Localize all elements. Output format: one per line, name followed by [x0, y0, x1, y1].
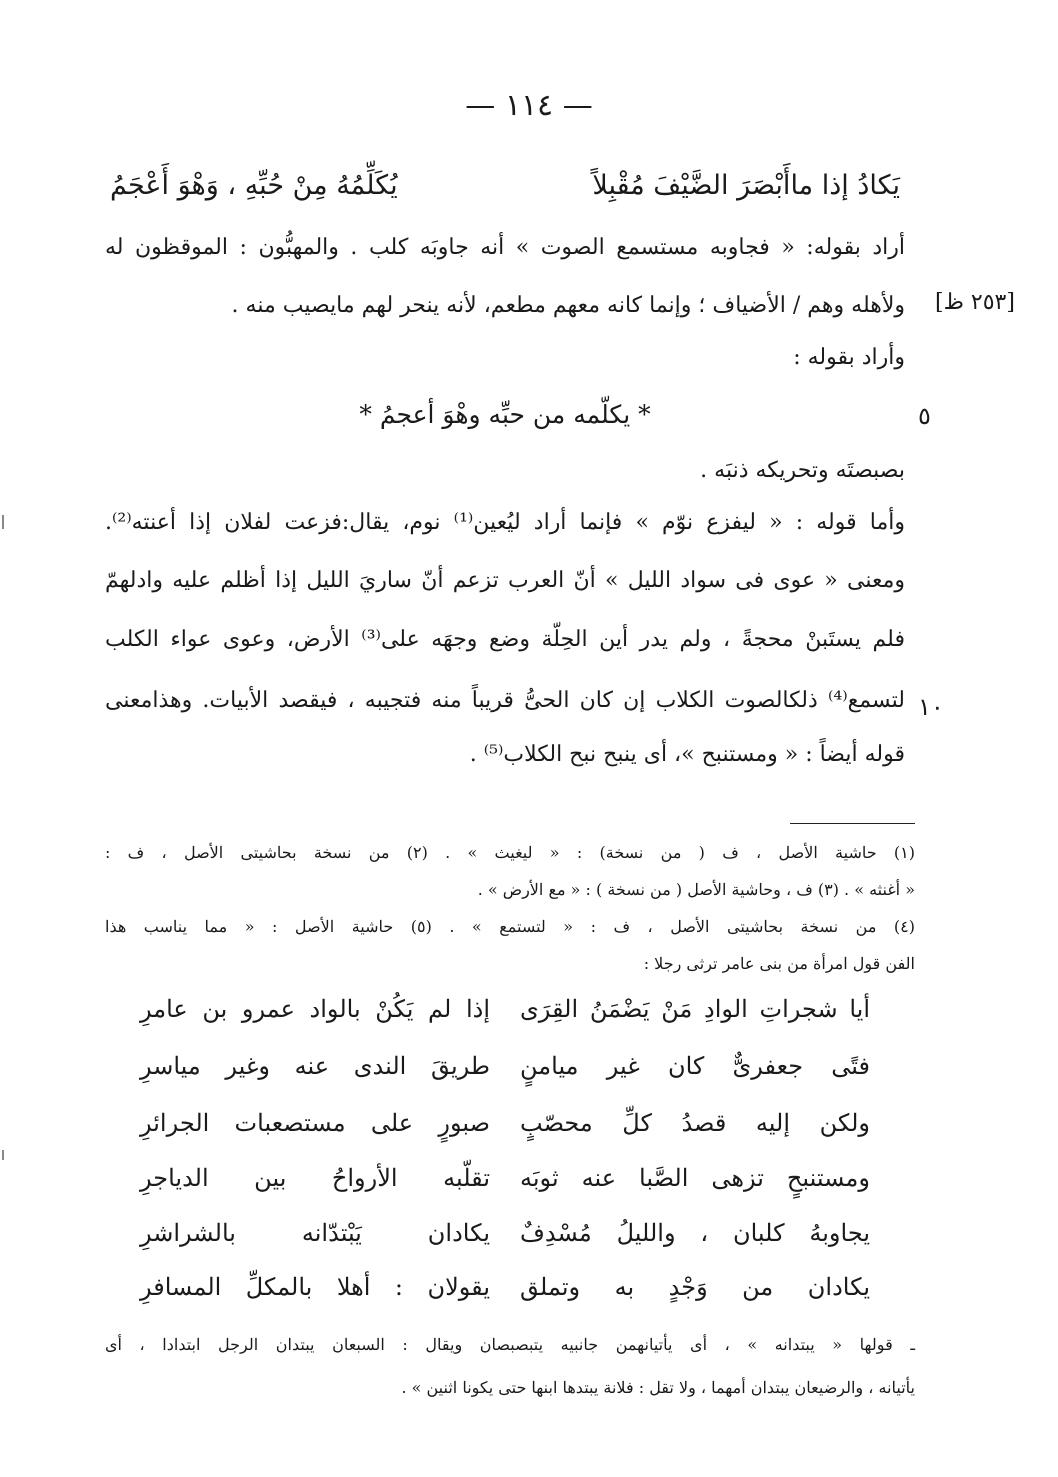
poem-verse — [140, 1273, 870, 1317]
footnote-continuation-line: يأتيانه ، والرضيعان يبتدان أمهما ، ولا تقل : فلانة يبتدها ابنها حتى يكونا اثنين » . — [401, 1378, 915, 1397]
verse-hemistich-first: يَكادُ إذا ماأَبْصَرَ الضَّيْفَ مُقْبِلاً — [592, 170, 900, 201]
poem-verse — [140, 1164, 870, 1208]
poem-hemistich-second: صبورٍ على مستصعبات الجرائرِ — [140, 1109, 490, 1137]
poem-hemistich-first: ولكن إليه قصدُ كلِّ محصّبٍ — [520, 1109, 870, 1137]
body-line: أراد بقوله: « فجاوبه مستسمع الصوت » أنه جاوبَه كلب . والمهبُّون : الموقظون له — [105, 235, 905, 260]
verse-hemistich-second: يُكَلِّمُهُ مِنْ حُبِّهِ ، وَهْوَ أَعْجَمُ — [110, 170, 398, 201]
body-line: لتسمع⁽⁴⁾ ذلكالصوت الكلاب إن كان الحىُّ قريباً منه فتجيبه ، فيقصد الأبيات. وهذامعنى — [105, 688, 905, 713]
poem-hemistich-second: يكادان يَبْتدّانه بالشراشرِ — [140, 1219, 490, 1247]
footnote-continuation-line: ـ قولها « يبتدانه » ، أى يأتيانهمن جانبيه يتبصبصان ويقال : السبعان يبتدان الرجل ابتدادا ، أى — [105, 1335, 915, 1354]
quoted-hemistich: * يكلّمه من حبِّه وهْوَ أعجمُ * — [359, 400, 651, 429]
page-number: — ١١٤ — — [465, 88, 593, 123]
poem-hemistich-first: يكادان من وَجْدٍ به وتملق — [520, 1273, 870, 1301]
poem-verse — [140, 995, 870, 1039]
footnote-line: (١) حاشية الأصل ، ف ( من نسخة) : « ليغيث » . (٢) من نسخة بحاشيتى الأصل ، ف : — [105, 843, 915, 862]
poem-hemistich-first: يجاوبهُ كلبان ، والليلُ مُسْدِفٌ — [520, 1219, 870, 1247]
footnote-line: (٤) من نسخة بحاشيتى الأصل ، ف : « لتستمع » . (٥) حاشية الأصل : « مما يناسب هذا — [105, 917, 915, 936]
footnote-line: الفن قول امرأة من بنى عامر ترثى رجلا : — [643, 954, 915, 973]
poem-verse — [140, 1052, 870, 1096]
poem-hemistich-first: فتًى جعفرىٌّ كان غير ميامنٍ — [520, 1052, 870, 1080]
poem-verse — [140, 1109, 870, 1153]
scan-edge-mark — [2, 515, 4, 529]
body-line: وأراد بقوله : — [793, 345, 905, 370]
poem-hemistich-second: طريقَ الندى عنه وغير مياسرِ — [140, 1052, 490, 1080]
body-line: وأما قوله : « ليفزع نوّم » فإنما أراد ليُعين⁽¹⁾ نوم، يقال:فزعت لفلان إذا أعنته⁽²⁾. — [105, 510, 905, 535]
footnote-line: « أغنثه » . (٣) ف ، وحاشية الأصل ( من نسخة ) : « مع الأرض » . — [477, 880, 915, 899]
line-number-5: ٥ — [918, 402, 931, 430]
body-line: ولأهله وهم / الأضياف ؛ وإنما كانه معهم مطعم، لأنه ينحر لهم مايصيب منه . — [231, 293, 905, 318]
footnote-separator — [790, 823, 915, 824]
poem-hemistich-second: تقلّبه الأرواحُ بين الدياجرِ — [140, 1164, 490, 1192]
body-line: فلم يستَبنْ محجةً ، ولم يدر أين الحِلّة وضع وجهَه على⁽³⁾ الأرض، وعوى عواء الكلب — [105, 627, 905, 652]
verse-line — [110, 170, 900, 220]
poem-verse — [140, 1219, 870, 1263]
body-line: قوله أيضاً : « ومستنبح »، أى ينبح نبح الكلاب⁽⁵⁾ . — [469, 742, 905, 767]
manuscript-folio-ref: [٢٥٣ ظ] — [935, 290, 1015, 315]
line-number-10: ١٠ — [918, 693, 944, 721]
poem-hemistich-second: إذا لم يَكُنْ بالواد عمرو بن عامرِ — [140, 995, 490, 1023]
body-line: ومعنى « عوى فى سواد الليل » أنّ العرب تزعم أنّ ساريَ الليل إذا أظلم عليه وادلهمّ — [105, 568, 905, 593]
poem-hemistich-second: يقولان : أهلا بالمكلِّ المسافرِ — [140, 1273, 490, 1301]
poem-hemistich-first: أيا شجراتِ الوادِ مَنْ يَضْمَنُ القِرَى — [520, 995, 870, 1023]
poem-hemistich-first: ومستنبحٍ تزهى الصَّبا عنه ثوبَه — [520, 1164, 870, 1192]
body-line: بصبصتَه وتحريكه ذنبَه . — [700, 458, 905, 483]
scan-edge-mark — [2, 1150, 4, 1160]
